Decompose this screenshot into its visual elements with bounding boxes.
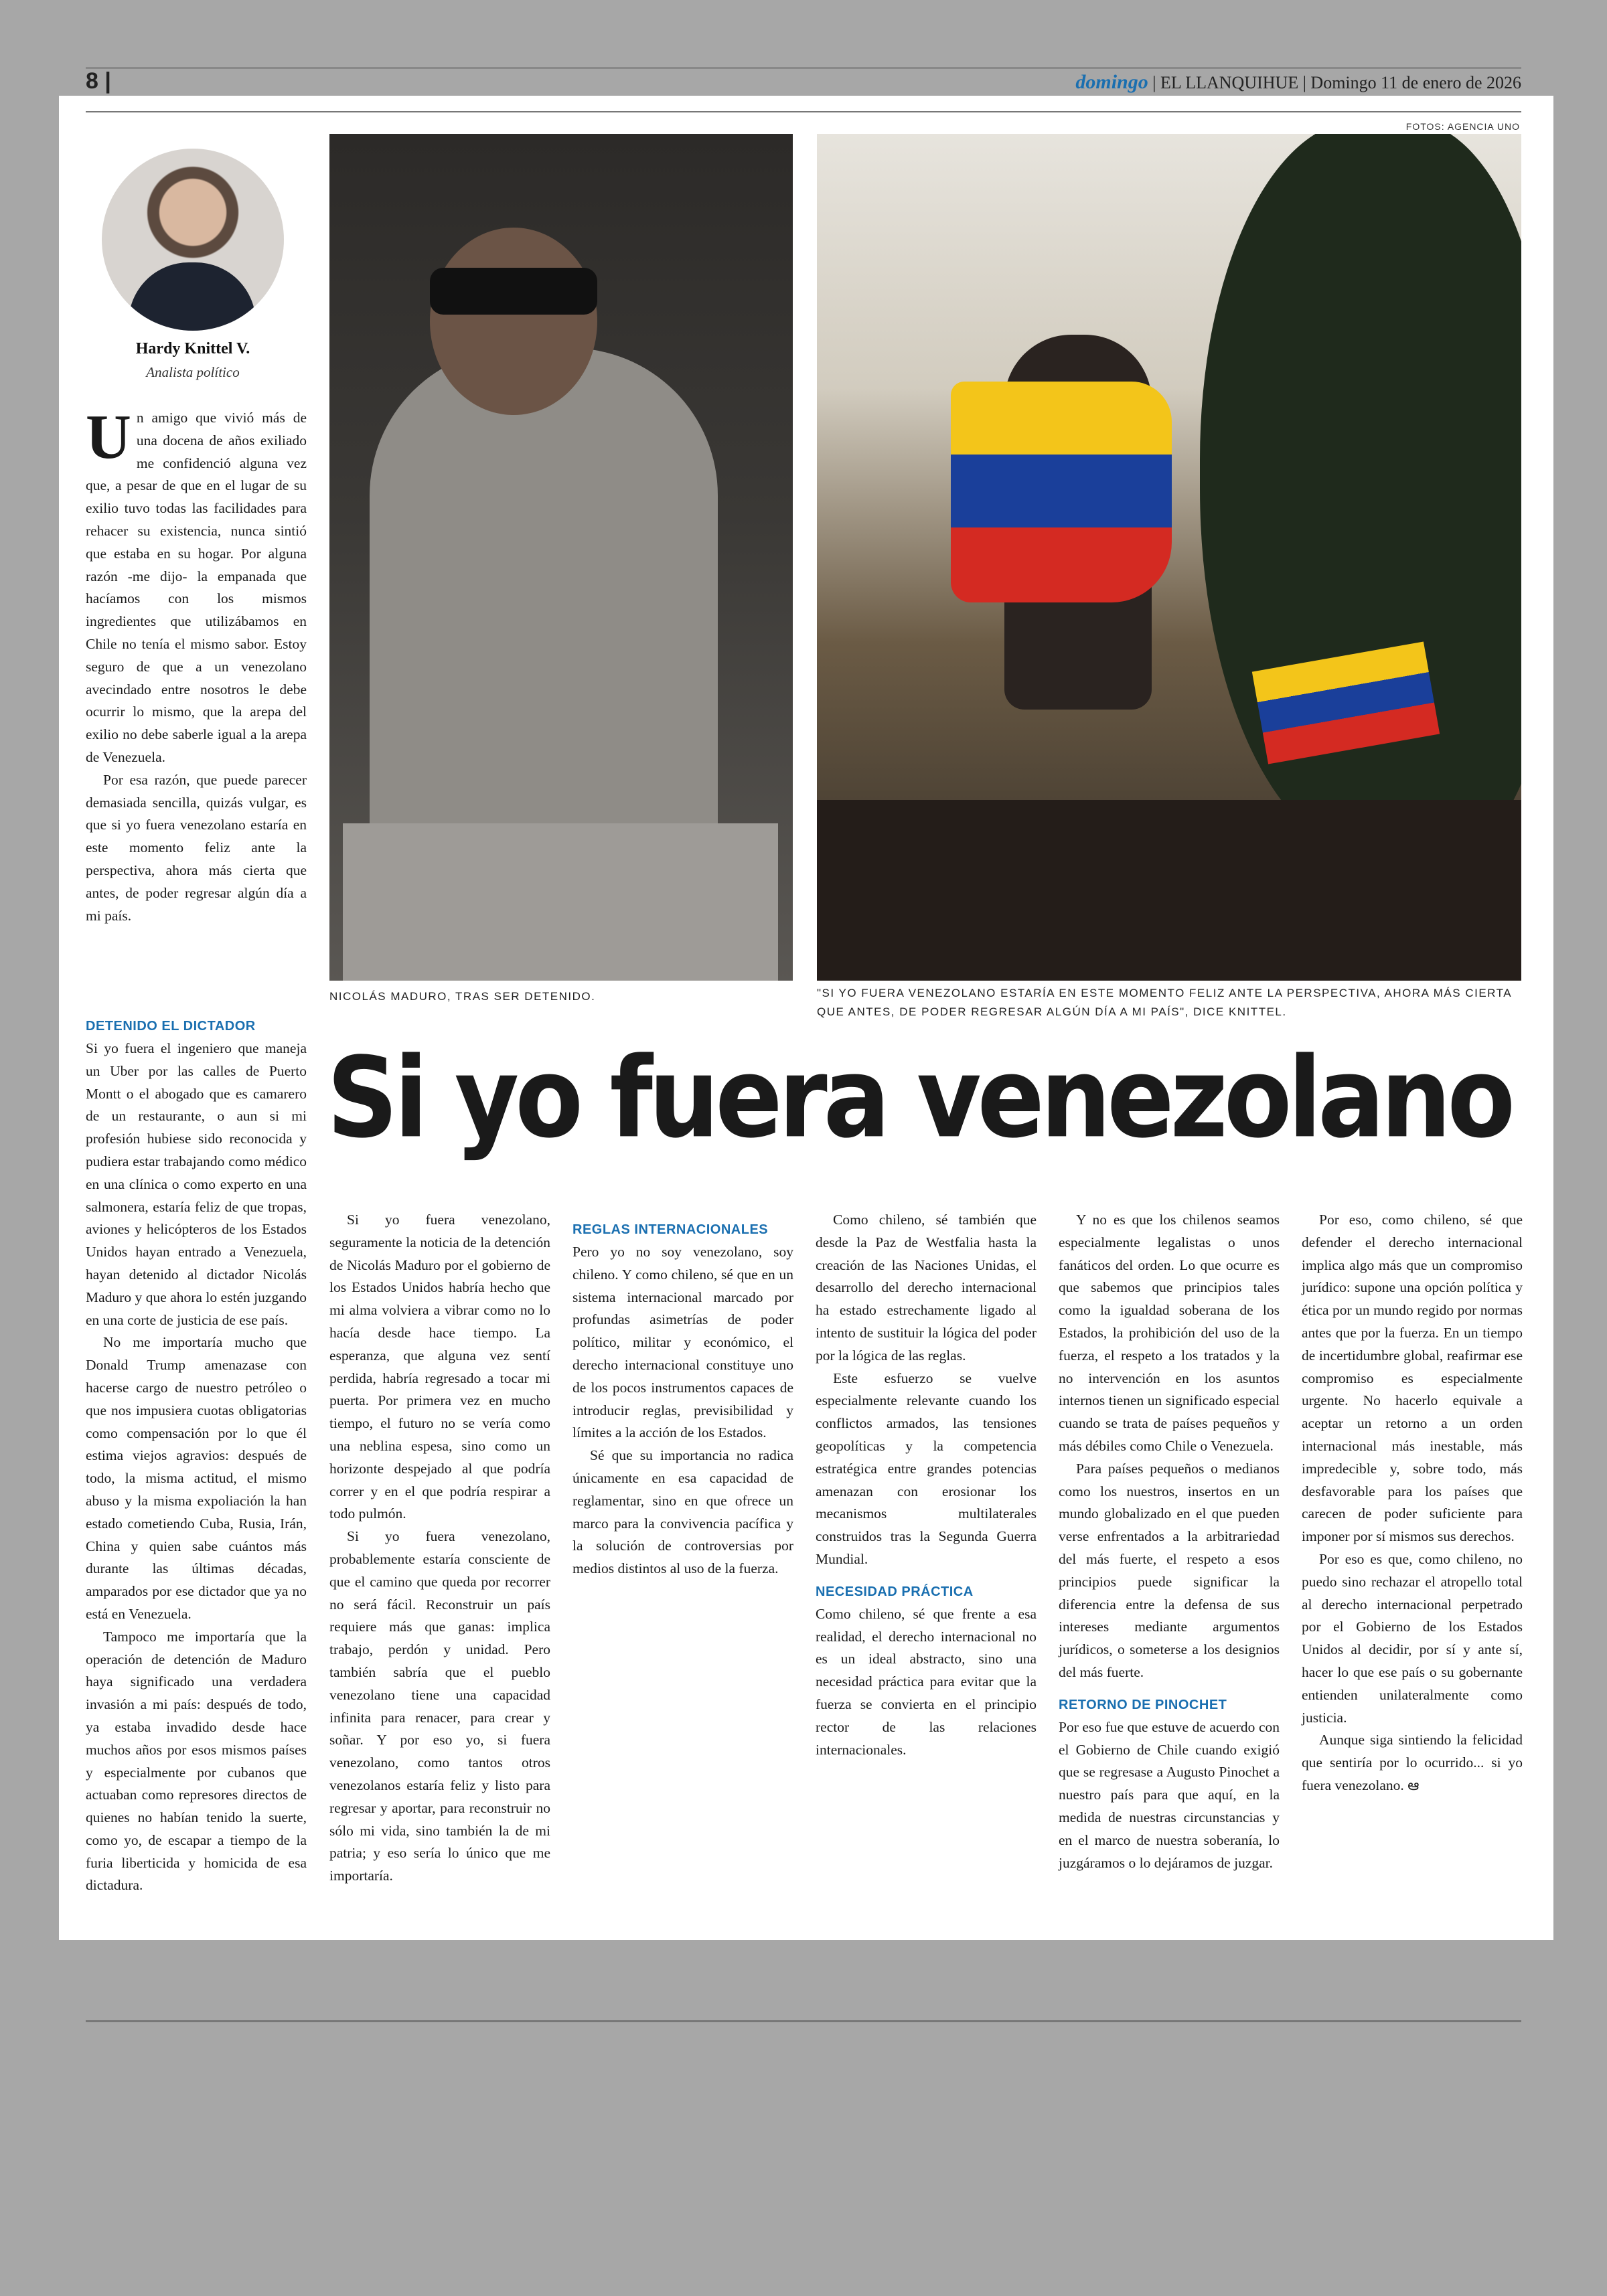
article-paragraph: Para países pequeños o medianos como los nuestros, insertos en un mundo globalizado en el que pueden verse enfrentados a la arbitrariedad del más fuerte, el respeto a esos principios puede significar la diferencia entre la defensa de sus intereses mediante argumentos jurídicos, o someterse a los designios del más fuerte. (1059, 1460, 1280, 1680)
subheading: RETORNO DE PINOCHET (1059, 1697, 1227, 1712)
headline: Si yo fuera venezolano (327, 1033, 1512, 1163)
article-column-2 (329, 1209, 550, 1888)
article-paragraph: No me importaría mucho que Donald Trump amenazase con hacerse cargo de nuestro petróleo o que nos impusiera cuotas obligatorias como compensación por lo que él estima viejos agravios: después de todo, la misma actitud, el mismo abuso y la misma expoliación la han estado cometiendo Cuba, Rusia, Irán, China y quien sabe cuántos más durante las últimas décadas, amparados por ese dictador que ya no está en Venezuela. (86, 1334, 307, 1622)
article-paragraph: Aunque siga sintiendo la felicidad que sentiría por lo ocurrido... si yo fuera venezolano. ఆ (1302, 1732, 1523, 1793)
article-paragraph: Tampoco me importaría que la operación de detención de Maduro haya significado una verdadera invasión a mi país: después de todo, ya estaba invadido desde hace muchos años por esos mismos países y especialmente por cubanos que actuaban como represores directos de quienes no habían tenido la suerte, como yo, de escapar a tiempo de la furia liberticida y homicida de esa dictadura. (86, 1628, 307, 1894)
article-paragraph: Por eso es que, como chileno, no puedo sino rechazar el atropello total al derecho internacional perpetrado por el Gobierno de los Estados Unidos al decidir, por sí y ante sí, hacer lo que ese país o su gobernante entienden unilateralmente como justicia. (1302, 1550, 1523, 1726)
article-paragraph: Este esfuerzo se vuelve especialmente relevante cuando los conflictos armados, las tensiones geopolíticas y la competencia estratégica entre grandes potencias amenazan con erosionar los mecanismos multilaterales construidos tras la Segunda Guerra Mundial. (816, 1370, 1037, 1567)
article-column-4 (816, 1209, 1037, 1761)
article-paragraph: Como chileno, sé que frente a esa realidad, el derecho internacional no es un ideal abstracto, sino una necesidad práctica para evitar que la fuerza se convierta en el principio rector de las relaciones internacionales. (816, 1605, 1037, 1758)
article-paragraph: Si yo fuera venezolano, probablemente estaría consciente de que el camino que queda por recorrer no será fácil. Reconstruir un país requiere más que ganas: implica trabajo, perdón y unidad. Pero también sabría que el pueblo venezolano tiene una capacidad infinita para renacer, para crear y soñar. Y por eso yo, si fuera venezolano, como tantos otros venezolanos estaría feliz y listo para regresar y aportar, para reconstruir no sólo mi vida, sino también la de mi patria; y eso sería lo único que me importaría. (329, 1528, 550, 1884)
bottom-rule (86, 2020, 1521, 2022)
end-mark-icon: ఆ (1407, 1777, 1420, 1793)
article-column-1b (86, 1005, 307, 1897)
author-name: Hardy Knittel V. (135, 340, 250, 357)
article-paragraph: Como chileno, sé también que desde la Paz de Westfalia hasta la creación de las Naciones Unidas, el desarrollo del derecho internacional ha estado estrechamente ligado al intento de sustituir la lógica del poder por la lógica de las reglas. (816, 1212, 1037, 1364)
article-paragraph: Pero yo no soy venezolano, soy chileno. Y como chileno, sé que en un sistema internacional marcado por profundas asimetrías de poder político, militar y económico, el derecho internacional constituye uno de los pocos instrumentos capaces de introducir reglas, previsibilidad y límites a la acción de los Estados. (572, 1244, 793, 1441)
article-paragraph: Si yo fuera venezolano, seguramente la noticia de la detención de Nicolás Maduro por el gobierno de los Estados Unidos habría hecho que mi alma volviera a vibrar como no lo hacía desde hace tiempo. La esperanza, que alguna vez sentí perdida, habría regresado a tocar mi puerta. Por primera vez en mucho tiempo, el futuro no se vería como una neblina espesa, sino como un horizonte despejado al que podría correr y en el que podría respirar a todo pulmón. (329, 1212, 550, 1522)
article-paragraph: Un amigo que vivió más de una docena de años exiliado me confidenció alguna vez que, a pesar de que en el lugar de su exilio tuvo todas las facilidades para rehacer su existencia, nunca sintió que estaba en su hogar. Por alguna razón -me dijo- la empanada que hacíamos con los mismos ingredientes que utilizábamos en Chile no tenía el mismo sabor. Estoy seguro de que a un venezolano avecindado entre nosotros le debe ocurrir lo mismo, que la arepa del exilio no debe saberle igual a la arepa de Venezuela. (86, 402, 307, 765)
article-paragraph: Por esa razón, que puede parecer demasiada sencilla, quizás vulgar, es que si yo fuera venezolano estaría en este momento feliz ante la perspectiva, ahora más cierta que antes, de poder regresar algún día a mi país. (86, 771, 307, 924)
page-number-value: 8 (86, 68, 98, 94)
photo-credit: FOTOS: AGENCIA UNO (1405, 121, 1520, 132)
drop-cap: U (86, 402, 131, 472)
article-paragraph: Y no es que los chilenos seamos especialmente legalistas o unos fanáticos del orden. Lo que ocurre es que sabemos que principios tales como la igualdad soberana de los Estados, la prohibición del uso de la fuerza, el respeto a los tratados y la no intervención en los asuntos internos tienen un significado especial cuando se trata de países pequeños y más débiles como Chile o Venezuela. (1059, 1212, 1280, 1454)
header-divider (86, 111, 1521, 112)
photo2-caption: "SI YO FUERA VENEZOLANO ESTARÍA EN ESTE MOMENTO FELIZ ANTE LA PERSPECTIVA, AHORA MÁS CIERTA QUE ANTES, DE PODER REGRESAR ALGÚN DÍA A MI PAÍS", DICE KNITTEL. (817, 987, 1512, 1018)
issue-date: Domingo 11 de enero de 2026 (1310, 73, 1521, 92)
article-column-6 (1302, 1209, 1523, 1797)
page-header (86, 67, 1521, 99)
article-paragraph: Por eso, como chileno, sé que defender el derecho internacional implica algo más que un compromiso jurídico: supone una opción política y ética por un mundo regido por normas antes que por la fuerza. En un tiempo de incertidumbre global, reafirmar ese compromiso es especialmente urgente. No hacerlo equivale a aceptar un retorno a un orden internacional más inestable, más impredecible y, sobre todo, más desfavorable para los países que carecen de poder suficiente para imponer por sí mismos sus derechos. (1302, 1212, 1523, 1545)
article-column-5 (1059, 1209, 1280, 1874)
subheading: NECESIDAD PRÁCTICA (816, 1584, 974, 1599)
article-column-1 (86, 402, 307, 927)
photo1-caption: NICOLÁS MADURO, TRAS SER DETENIDO. (329, 990, 596, 1003)
article-paragraph: Sé que su importancia no radica únicamente en esa capacidad de reglamentar, sino en que ofrece un marco para la convivencia pacífica y la solución de controversias por medios distintos al uso de la fuerza. (572, 1447, 793, 1577)
author-photo (102, 149, 284, 331)
article-paragraph: Si yo fuera el ingeniero que maneja un Uber por las calles de Puerto Montt o el abogado que es camarero de un restaurante, o aun si mi profesión hubiese sido reconocida y pudiera estar trabajando como médico en una clínica o como experto en una salmonera, estaría feliz de que tropas, aviones y helicópteros de los Estados Unidos hayan entrado a Venezuela, hayan detenido al dictador Nicolás Maduro y que ahora lo estén juzgando en una corte de justicia de ese país. (86, 1040, 307, 1328)
article-paragraph: Por eso fue que estuve de acuerdo con el Gobierno de Chile cuando exigió que se regresase a Augusto Pinochet a nuestro país para que aquí, en la medida de nuestras circunstancias y en el marco de nuestra soberanía, lo juzgáramos o lo dejáramos de juzgar. (1059, 1718, 1280, 1871)
subheading: REGLAS INTERNACIONALES (572, 1222, 769, 1237)
author-role: Analista político (146, 364, 240, 380)
celebration-photo (817, 134, 1521, 981)
article-column-3 (572, 1209, 793, 1580)
maduro-photo (329, 134, 793, 981)
page-number: 8 | (86, 68, 111, 94)
header-info: domingo | EL LLANQUIHUE | Domingo 11 de enero de 2026 (1075, 71, 1521, 93)
section-name: domingo (1075, 71, 1148, 93)
header-rule (86, 67, 1521, 69)
paper-name: EL LLANQUIHUE (1160, 73, 1299, 92)
subheading: DETENIDO EL DICTADOR (86, 1019, 256, 1034)
